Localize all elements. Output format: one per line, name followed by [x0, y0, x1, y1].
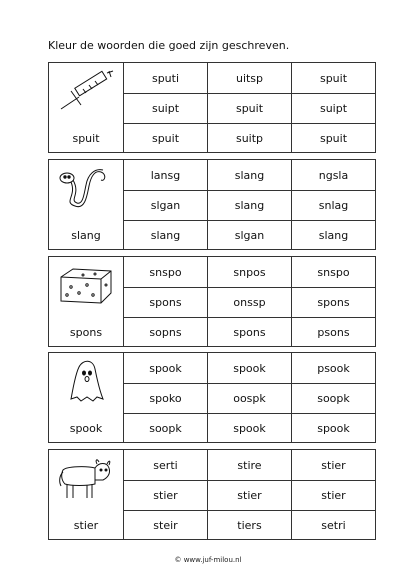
option-cell[interactable]: psons — [291, 317, 375, 346]
instruction-text: Kleur de woorden die goed zijn geschreven. — [48, 39, 290, 52]
option-cell[interactable]: stier — [291, 480, 375, 510]
option-cell[interactable]: spuit — [291, 123, 375, 152]
option-cell[interactable]: steir — [123, 510, 207, 539]
option-cell[interactable]: snspo — [291, 257, 375, 287]
option-cell[interactable]: soopk — [291, 383, 375, 413]
option-cell[interactable]: stier — [123, 480, 207, 510]
option-cell[interactable]: spook — [123, 353, 207, 383]
option-cell[interactable]: slang — [123, 220, 207, 249]
picture-cell — [49, 353, 123, 442]
option-cell[interactable]: slgan — [123, 190, 207, 220]
option-cell[interactable]: suipt — [123, 93, 207, 123]
option-cell[interactable]: spons — [291, 287, 375, 317]
option-cell[interactable]: spuit — [291, 63, 375, 93]
option-cell[interactable]: spuit — [123, 123, 207, 152]
option-cell[interactable]: slang — [207, 190, 291, 220]
option-cell[interactable]: spoko — [123, 383, 207, 413]
option-cell[interactable]: snpos — [207, 257, 291, 287]
option-cell[interactable]: sopns — [123, 317, 207, 346]
option-cell[interactable]: serti — [123, 450, 207, 480]
bull-icon — [57, 456, 115, 500]
target-word: stier — [73, 519, 99, 532]
option-cell[interactable]: snlag — [291, 190, 375, 220]
sponge-icon — [57, 263, 115, 307]
option-cell[interactable]: spook — [291, 413, 375, 442]
syringe-icon — [57, 69, 115, 113]
snake-icon — [57, 166, 115, 210]
ghost-icon — [57, 359, 115, 403]
picture-cell — [49, 450, 123, 539]
exercise-block-slang — [48, 159, 376, 250]
option-cell[interactable]: spons — [123, 287, 207, 317]
option-cell[interactable]: spons — [207, 317, 291, 346]
exercise-block-spook — [48, 352, 376, 443]
option-cell[interactable]: suipt — [291, 93, 375, 123]
option-cell[interactable]: snspo — [123, 257, 207, 287]
option-cell[interactable]: onssp — [207, 287, 291, 317]
option-cell[interactable]: spuit — [207, 93, 291, 123]
exercise-block-stier — [48, 449, 376, 540]
target-word: slang — [71, 229, 101, 242]
option-cell[interactable]: slang — [291, 220, 375, 249]
option-cell[interactable]: psook — [291, 353, 375, 383]
option-cell[interactable]: lansg — [123, 160, 207, 190]
picture-cell — [49, 257, 123, 346]
option-cell[interactable]: soopk — [123, 413, 207, 442]
option-cell[interactable]: spook — [207, 353, 291, 383]
exercise-block-spuit — [48, 62, 376, 153]
option-cell[interactable]: stier — [207, 480, 291, 510]
option-cell[interactable]: uitsp — [207, 63, 291, 93]
option-cell[interactable]: tiers — [207, 510, 291, 539]
option-cell[interactable]: ngsla — [291, 160, 375, 190]
target-word: spons — [69, 326, 103, 339]
option-cell[interactable]: slang — [207, 160, 291, 190]
option-cell[interactable]: sputi — [123, 63, 207, 93]
option-cell[interactable]: slgan — [207, 220, 291, 249]
option-cell[interactable]: setri — [291, 510, 375, 539]
option-cell[interactable]: suitp — [207, 123, 291, 152]
option-cell[interactable]: spook — [207, 413, 291, 442]
exercise-block-spons — [48, 256, 376, 347]
footer-credit: © www.juf-milou.nl — [174, 556, 242, 564]
target-word: spuit — [72, 132, 100, 145]
picture-cell — [49, 160, 123, 249]
option-cell[interactable]: stier — [291, 450, 375, 480]
target-word: spook — [69, 422, 103, 435]
option-cell[interactable]: stire — [207, 450, 291, 480]
picture-cell — [49, 63, 123, 152]
option-cell[interactable]: oospk — [207, 383, 291, 413]
